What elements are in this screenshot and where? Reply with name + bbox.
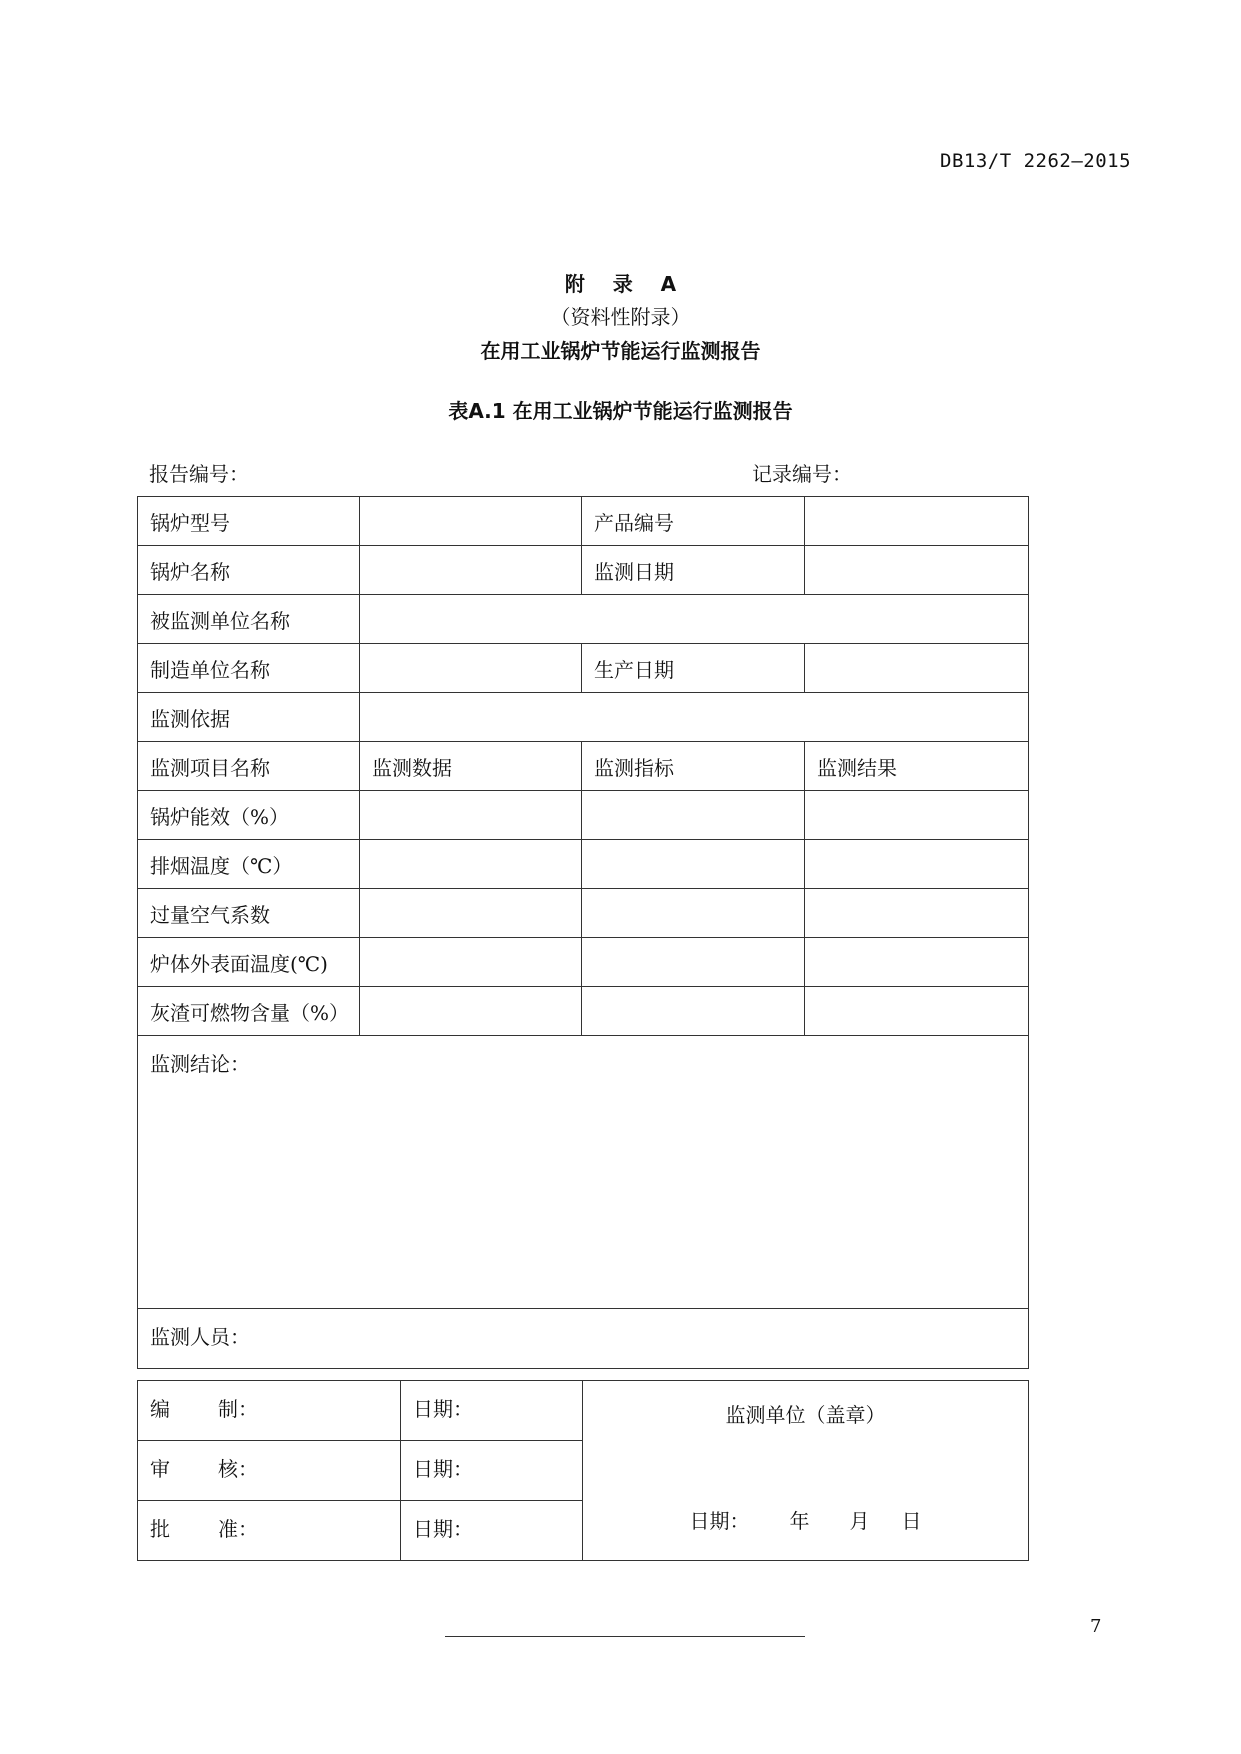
table-row <box>138 1381 1029 1441</box>
conclusion-row <box>138 1036 1029 1309</box>
item-index-cell[interactable] <box>582 889 805 938</box>
table-row <box>138 938 1029 987</box>
item-index-cell[interactable] <box>582 840 805 889</box>
compile-date[interactable]: 日期： <box>401 1381 583 1441</box>
item-result-cell[interactable] <box>805 791 1029 840</box>
personnel-cell[interactable] <box>138 1309 1029 1369</box>
item-result-cell[interactable] <box>805 889 1029 938</box>
item-label: 炉体外表面温度(℃) <box>138 938 360 987</box>
monitored-unit-label: 被监测单位名称 <box>138 595 360 644</box>
table-row <box>138 987 1029 1036</box>
boiler-name-label: 锅炉名称 <box>138 546 360 595</box>
data-header: 监测数据 <box>360 742 582 791</box>
table-row <box>138 840 1029 889</box>
manufacturer-label: 制造单位名称 <box>138 644 360 693</box>
signature-table <box>137 1380 1029 1561</box>
approve-label: 批 准： <box>138 1501 401 1561</box>
item-data-cell[interactable] <box>360 791 582 840</box>
item-index-cell[interactable] <box>582 987 805 1036</box>
manufacturer-value[interactable] <box>360 644 582 693</box>
item-data-cell[interactable] <box>360 987 582 1036</box>
result-header: 监测结果 <box>805 742 1029 791</box>
table-caption: 表A.1 在用工业锅炉节能运行监测报告 <box>448 399 793 423</box>
footer-divider <box>445 1636 805 1637</box>
table-row <box>138 595 1029 644</box>
monitoring-basis-label: 监测依据 <box>138 693 360 742</box>
personnel-label: 监测人员： <box>150 1325 250 1349</box>
record-number-label: 记录编号： <box>752 462 852 486</box>
table-row <box>138 791 1029 840</box>
table-row <box>138 693 1029 742</box>
item-index-cell[interactable] <box>582 791 805 840</box>
item-result-cell[interactable] <box>805 987 1029 1036</box>
item-data-cell[interactable] <box>360 889 582 938</box>
table-row <box>138 546 1029 595</box>
item-result-cell[interactable] <box>805 840 1029 889</box>
product-number-value[interactable] <box>805 497 1029 546</box>
approve-date[interactable]: 日期： <box>401 1501 583 1561</box>
item-label: 排烟温度（℃） <box>138 840 360 889</box>
appendix-char: A <box>660 272 677 296</box>
product-number-label: 产品编号 <box>582 497 805 546</box>
monitored-unit-value[interactable] <box>360 595 1029 644</box>
monitoring-date-label: 监测日期 <box>582 546 805 595</box>
production-date-label: 生产日期 <box>582 644 805 693</box>
standard-code: DB13/T 2262—2015 <box>940 150 1132 172</box>
appendix-title: 在用工业锅炉节能运行监测报告 <box>480 339 761 363</box>
stamp-cell <box>583 1381 1029 1561</box>
monitoring-basis-value[interactable] <box>360 693 1029 742</box>
item-label: 灰渣可燃物含量（%） <box>138 987 360 1036</box>
item-label: 过量空气系数 <box>138 889 360 938</box>
boiler-model-value[interactable] <box>360 497 582 546</box>
item-result-cell[interactable] <box>805 938 1029 987</box>
item-data-cell[interactable] <box>360 840 582 889</box>
boiler-model-label: 锅炉型号 <box>138 497 360 546</box>
page-number: 7 <box>1090 1616 1102 1637</box>
index-header: 监测指标 <box>582 742 805 791</box>
table-row <box>138 644 1029 693</box>
appendix-char: 附 <box>564 272 585 296</box>
monitoring-date-value[interactable] <box>805 546 1029 595</box>
conclusion-label: 监测结论： <box>150 1052 250 1076</box>
boiler-name-value[interactable] <box>360 546 582 595</box>
appendix-char: 录 <box>612 272 633 296</box>
report-table <box>137 496 1029 1369</box>
table-row <box>138 497 1029 546</box>
appendix-nature: （资料性附录） <box>550 305 691 329</box>
personnel-row <box>138 1309 1029 1369</box>
report-number-label: 报告编号： <box>149 462 249 486</box>
conclusion-cell[interactable] <box>138 1036 1029 1309</box>
stamp-date[interactable]: 日期： 年 月 日 <box>689 1509 922 1533</box>
stamp-label: 监测单位（盖章） <box>725 1403 886 1427</box>
review-date[interactable]: 日期： <box>401 1441 583 1501</box>
results-header-row <box>138 742 1029 791</box>
compile-label: 编 制： <box>138 1381 401 1441</box>
item-label: 锅炉能效（%） <box>138 791 360 840</box>
appendix-heading <box>0 272 1241 296</box>
review-label: 审 核： <box>138 1441 401 1501</box>
item-data-cell[interactable] <box>360 938 582 987</box>
item-index-cell[interactable] <box>582 938 805 987</box>
production-date-value[interactable] <box>805 644 1029 693</box>
item-name-header: 监测项目名称 <box>138 742 360 791</box>
table-row <box>138 889 1029 938</box>
